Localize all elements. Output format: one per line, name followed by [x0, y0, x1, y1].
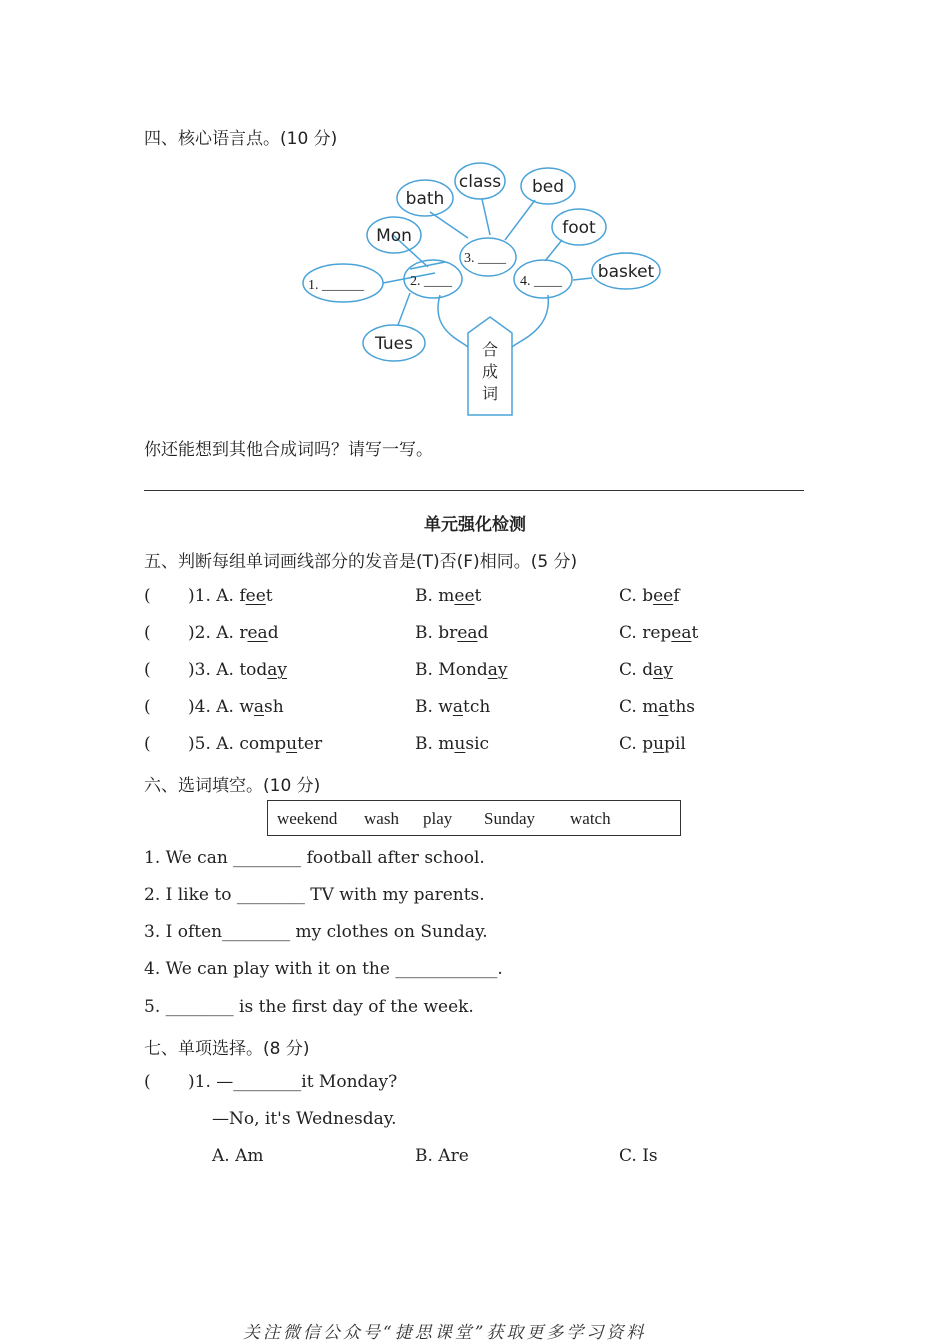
word-bed: bed [531, 177, 565, 197]
mc-q1-option-a: A. Am [212, 1146, 264, 1166]
section7-title: 七、单项选择。(8 分) [144, 1039, 310, 1059]
blank-2: 2. ____ [410, 274, 452, 289]
word-basket: basket [597, 262, 655, 282]
trunk-char-2: 成 [481, 362, 499, 381]
link-line [482, 199, 490, 235]
compound-word-tree-diagram [290, 155, 670, 425]
fill-item-2: 2. I like to ________ TV with my parents. [144, 885, 485, 905]
answer-paren[interactable]: ( [144, 734, 151, 754]
answer-paren[interactable]: ( [144, 586, 151, 606]
link-line [430, 212, 468, 238]
link-line [505, 200, 535, 240]
word-option: wash [364, 809, 399, 828]
row-1-a: )1. A. feet [188, 586, 273, 606]
row-2-b: B. bread [415, 623, 489, 643]
fill-item-3: 3. I often________ my clothes on Sunday. [144, 922, 488, 942]
word-mon: Mon [376, 226, 412, 246]
word-option: weekend [277, 809, 338, 828]
word-class: class [458, 172, 502, 192]
mc-q1-option-b: B. Are [415, 1146, 469, 1166]
row-5-b: B. music [415, 734, 490, 754]
row-2-c: C. repeat [619, 623, 699, 643]
word-option: play [423, 809, 453, 828]
blank-3: 3. ____ [464, 251, 506, 266]
trunk-char-1: 合 [481, 340, 499, 359]
section6-title: 六、选词填空。(10 分) [144, 776, 321, 796]
test-title: 单元强化检测 [424, 515, 526, 535]
footer-promo: 关注微信公众号“捷思课堂”获取更多学习资料 [243, 1323, 647, 1343]
row-3-a: )3. A. today [188, 660, 288, 680]
blank-4: 4. ____ [520, 274, 562, 289]
answer-paren[interactable]: ( [144, 1072, 151, 1092]
mc-q1-reply: —No, it's Wednesday. [212, 1109, 397, 1129]
answer-paren[interactable]: ( [144, 623, 151, 643]
row-2-a: )2. A. read [188, 623, 279, 643]
mc-q1-stem: )1. —________it Monday? [188, 1072, 398, 1092]
section5-title: 五、判断每组单词画线部分的发音是(T)否(F)相同。(5 分) [144, 552, 578, 572]
link-line [398, 293, 410, 325]
word-tues: Tues [375, 334, 413, 354]
link-line [410, 262, 445, 269]
section4-title: 四、核心语言点。(10 分) [144, 129, 338, 149]
fill-item-5: 5. ________ is the first day of the week. [144, 997, 474, 1017]
word-bank [267, 800, 681, 836]
word-option: Sunday [484, 809, 535, 828]
section4-question: 你还能想到其他合成词吗？请写一写。 [144, 440, 433, 460]
mc-q1-option-c: C. Is [619, 1146, 658, 1166]
row-3-b: B. Monday [415, 660, 508, 680]
fill-item-4: 4. We can play with it on the ____________. [144, 959, 503, 979]
row-4-c: C. maths [619, 697, 695, 717]
row-5-a: )5. A. computer [188, 734, 323, 754]
answer-paren[interactable]: ( [144, 660, 151, 680]
trunk-left-curve [438, 295, 468, 347]
fill-item-1: 1. We can ________ football after school. [144, 848, 485, 868]
blank-1: 1. ______ [308, 278, 364, 293]
link-line [573, 278, 592, 280]
trunk-char-3: 词 [481, 384, 499, 403]
row-4-b: B. watch [415, 697, 491, 717]
word-option: watch [570, 809, 611, 828]
word-foot: foot [562, 218, 596, 238]
row-3-c: C. day [619, 660, 673, 680]
row-5-c: C. pupil [619, 734, 686, 754]
answer-paren[interactable]: ( [144, 697, 151, 717]
word-bath: bath [405, 189, 445, 209]
trunk-right-curve [512, 295, 548, 347]
row-1-c: C. beef [619, 586, 680, 606]
row-1-b: B. meet [415, 586, 482, 606]
row-4-a: )4. A. wash [188, 697, 284, 717]
answer-line [144, 490, 804, 491]
link-line [545, 240, 562, 261]
